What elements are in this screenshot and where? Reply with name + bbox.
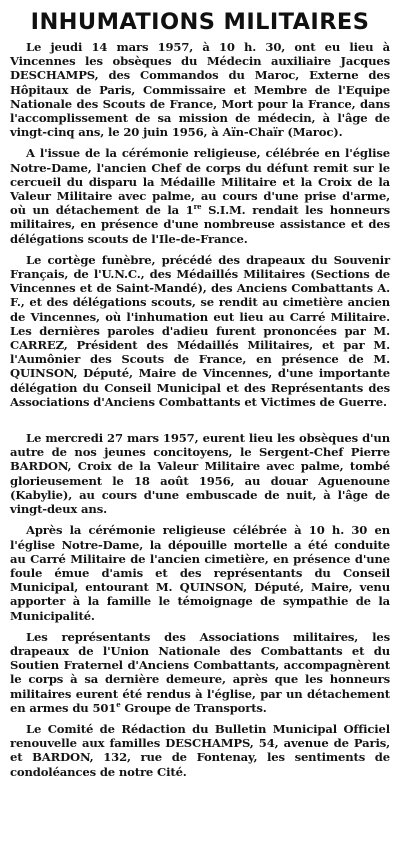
- article-paragraph-1: Le jeudi 14 mars 1957, à 10 h. 30, ont eu lieu à Vincennes les obsèques du Médecin auxiliaire Jacques DESCHAMPS, des Commandos du Maroc, Externe des Hôpitaux de Paris, Commissaire et Membre de l'Equipe Nationale des Scouts de France, Mort pour la France, dans l'accomplissement de sa mission de médecin, à l'âge de vingt-cinq ans, le 20 juin 1956, à Aïn-Chaïr (Maroc).: [10, 40, 390, 140]
- article-paragraph-4: Le mercredi 27 mars 1957, eurent lieu les obsèques d'un autre de nos jeunes concitoyens, le Sergent-Chef Pierre BARDON, Croix de la Valeur Militaire avec palme, tombé glorieusement le 18 août 1956, au douar Aguenoune (Kabylie), au cours d'une embuscade de nuit, à l'âge de vingt-deux ans.: [10, 431, 390, 517]
- article-paragraph-5: Après la cérémonie religieuse célébrée à 10 h. 30 en l'église Notre-Dame, la dépouille mortelle a été conduite au Carré Militaire de l'ancien cimetière, en présence d'une foule émue d'amis et des représentants du Conseil Municipal, entourant M. QUINSON, Député, Maire, venu apporter à la famille le témoignage de sympathie de la Municipalité.: [10, 523, 390, 623]
- article-paragraph-6: Les représentants des Associations militaires, les drapeaux de l'Union Nationale des Combattants et du Soutien Fraternel d'Anciens Combattants, accompagnèrent le corps à sa dernière demeure, après que les honneurs militaires eurent été rendus à l'église, par un détachement en armes du 501e Groupe de Transports.: [10, 629, 390, 715]
- article-title: INHUMATIONS MILITAIRES: [30, 9, 370, 35]
- article-paragraph-2: A l'issue de la cérémonie religieuse, célébrée en l'église Notre-Dame, l'ancien Chef de corps du défunt remit sur le cercueil du disparu la Médaille Militaire et la Croix de la Valeur Militaire avec palme, au cours d'une prise d'arme, où un détachement de la 1re S.I.M. rendait les honneurs militaires, en présence d'une nombreuse assistance et des délégations scouts de l'Ile-de-France.: [10, 146, 390, 246]
- article-paragraph-7: Le Comité de Rédaction du Bulletin Municipal Officiel renouvelle aux familles DESCHAMPS, 54, avenue de Paris, et BARDON, 132, rue de Fontenay, les sentiments de condoléances de notre Cité.: [10, 721, 390, 779]
- article-paragraph-3: Le cortège funèbre, précédé des drapeaux du Souvenir Français, de l'U.N.C., des Médaillés Militaires (Sections de Vincennes et de Saint-Mandé), des Anciens Combattants A. F., et des délégations scouts, se rendit au cimetière ancien de Vincennes, où l'inhumation eut lieu au Carré Militaire. Les dernières paroles d'adieu furent prononcées par M. CARREZ, Président des Médaillés Militaires, et par M. l'Aumônier des Scouts de France, en présence de M. QUINSON, Député, Maire de Vincennes, d'une importante délégation du Conseil Municipal et des Représentants des Associations d'Anciens Combattants et Victimes de Guerre.: [10, 252, 390, 409]
